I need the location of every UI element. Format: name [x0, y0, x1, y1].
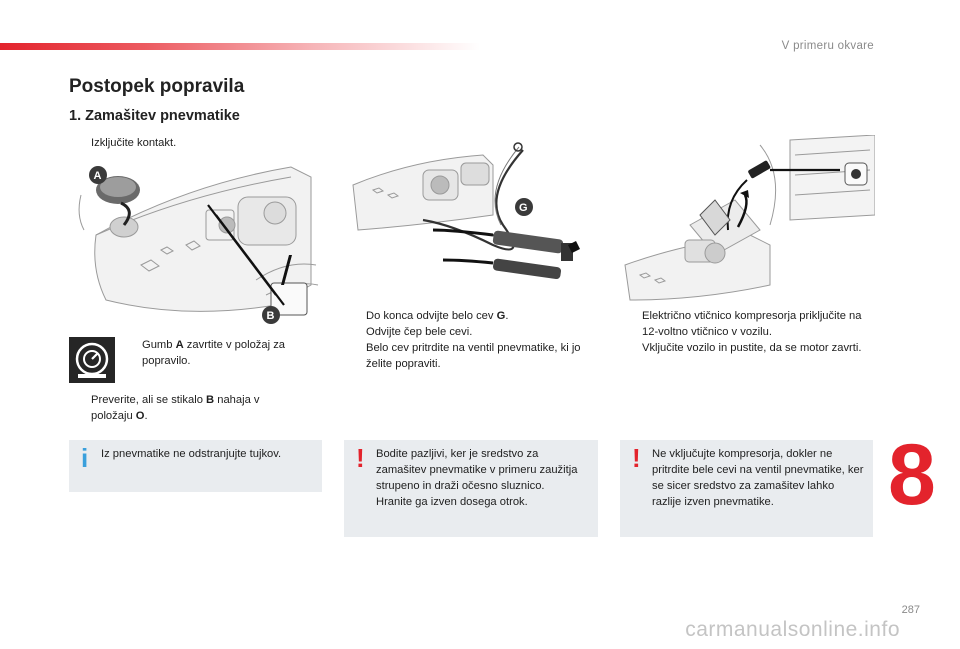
col1-step2: Gumb A zavrtite v položaj za popravilo.: [142, 339, 286, 367]
info-note: i Iz pnevmatike ne odstranjujte tujkov.: [69, 440, 322, 492]
warning-note-compressor: ! Ne vključujte kompresorja, dokler ne pritrdite bele cevi na ventil pnevmatike, ker se sicer sredstvo za zamašitev lahko razlije izven pnevmatike.: [620, 440, 873, 537]
label-g: G: [519, 202, 528, 214]
key-a: A: [175, 339, 184, 351]
section-header: V primeru okvare: [781, 40, 874, 52]
col2-step2: Odvijte čep bele cevi.: [366, 326, 473, 338]
warning-icon: !: [356, 443, 365, 473]
key-b: B: [206, 394, 215, 406]
chapter-number: 8: [888, 427, 936, 523]
info-icon: i: [81, 443, 89, 473]
power-socket-illustration: [620, 135, 875, 305]
key-g: G: [496, 310, 506, 322]
col3-step2: Vključite vozilo in pustite, da se motor zavrti.: [642, 342, 862, 354]
col3-step1: Električno vtičnico kompresorja priključite na 12-voltno vtičnico v vozilu.: [642, 310, 862, 338]
label-a: A: [93, 170, 102, 182]
col2-step1: Do konca odvijte belo cev G.: [366, 310, 509, 322]
warning-note-toxic: ! Bodite pazljivi, ker je sredstvo za zamašitev pnevmatike v primeru zaužitja strupeno in draži očesno sluznico. Hranite ga izven dosega otrok.: [344, 440, 598, 537]
col1-step3: Preverite, ali se stikalo B nahaja v položaju O.: [91, 394, 260, 422]
header-accent-bar: [0, 43, 480, 50]
col1-step1: Izključite kontakt.: [91, 137, 177, 149]
col2-step3: Belo cev pritrdite na ventil pnevmatike, ki jo želite popraviti.: [366, 342, 581, 370]
repair-mode-gauge: [69, 337, 115, 383]
sealant-hose-illustration: [343, 135, 599, 305]
page-title: Postopek popravila: [69, 76, 245, 97]
page-subtitle: 1. Zamašitev pnevmatike: [69, 108, 240, 124]
compressor-switch-illustration: [66, 155, 324, 325]
key-o: O: [135, 410, 145, 422]
watermark: carmanualsonline.info: [685, 618, 900, 641]
tyre-repair-icon: [69, 337, 115, 383]
page-number: 287: [901, 604, 920, 616]
label-b: B: [266, 310, 275, 322]
warning-icon: !: [632, 443, 641, 473]
